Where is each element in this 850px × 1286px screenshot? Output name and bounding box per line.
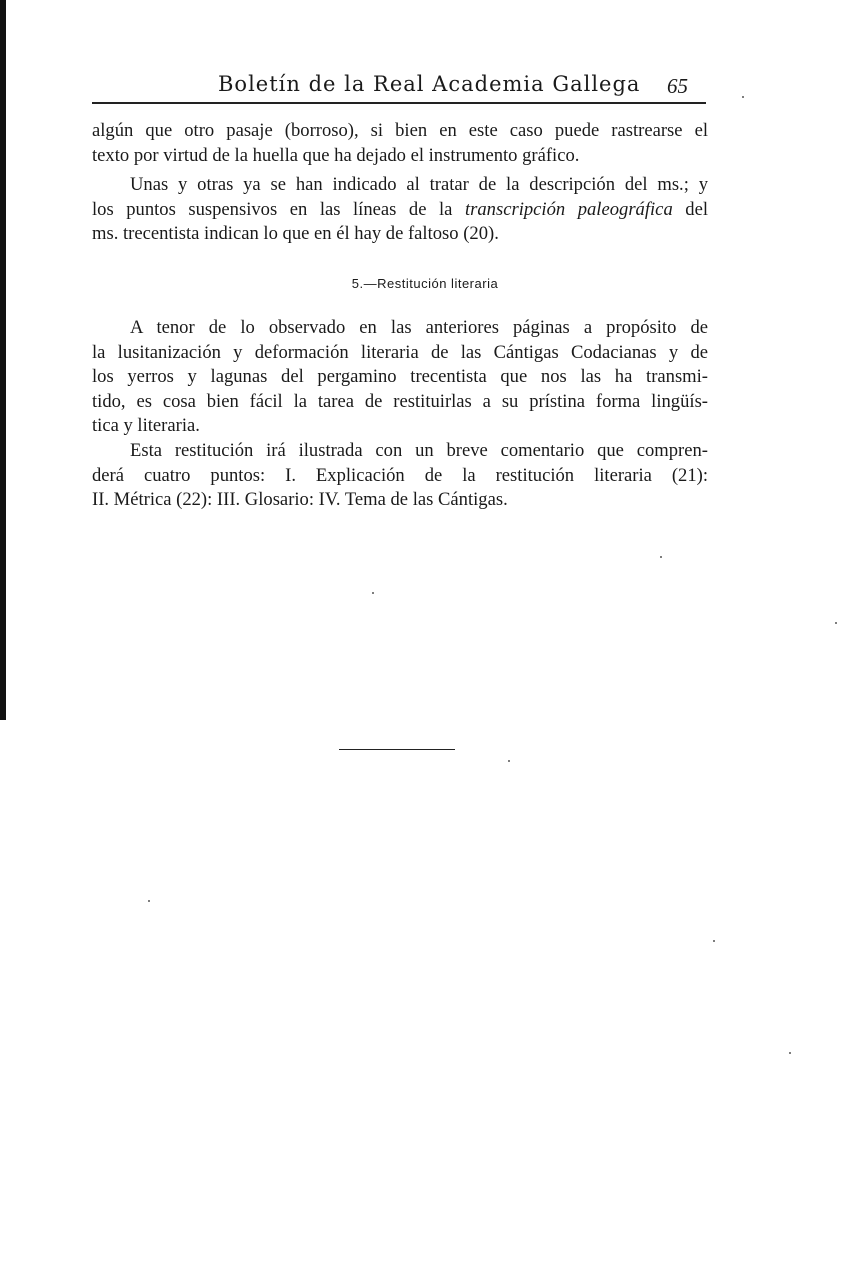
scan-speck bbox=[789, 1052, 791, 1054]
text-line: Unas y otras ya se han indicado al tratar de la descripción del ms.; y bbox=[130, 174, 708, 195]
scan-edge-shadow bbox=[0, 0, 6, 720]
text-segment: del bbox=[685, 198, 708, 220]
scan-speck bbox=[508, 760, 510, 762]
scan-speck bbox=[742, 96, 744, 98]
page-number: 65 bbox=[667, 74, 688, 98]
text-line: Esta restitución irá ilustrada con un breve comentario que compren- bbox=[130, 440, 708, 461]
text-line: tido, es cosa bien fácil la tarea de restituirlas a su prístina forma lingüís- bbox=[92, 390, 708, 412]
italic-phrase: transcripción paleográfica bbox=[464, 198, 673, 220]
paragraph-continuation bbox=[92, 119, 708, 168]
end-rule bbox=[339, 749, 455, 750]
text-line: texto por virtud de la huella que ha dejado el instrumento gráfico. bbox=[92, 144, 580, 166]
scan-speck bbox=[372, 592, 374, 594]
section-heading: 5.—Restitución literaria bbox=[351, 276, 499, 291]
scan-speck bbox=[713, 940, 715, 942]
scan-speck bbox=[835, 622, 837, 624]
paragraph-restitution-intro bbox=[92, 316, 708, 439]
scan-speck bbox=[660, 556, 662, 558]
text-line: los yerros y lagunas del pergamino trecentista que nos las ha transmi- bbox=[92, 366, 708, 387]
paragraph-sigla bbox=[92, 173, 708, 247]
text-line: ms. trecentista indican lo que en él hay de faltoso (20). bbox=[92, 223, 499, 244]
text-line: II. Métrica (22): III. Glosario: IV. Tema de las Cántigas. bbox=[92, 489, 508, 510]
text-line: algún que otro pasaje (borroso), si bien en este caso puede rastrearse el bbox=[92, 120, 708, 141]
text-segment: los puntos suspensivos en las líneas de la bbox=[92, 198, 453, 220]
running-header bbox=[92, 66, 706, 104]
text-line: A tenor de lo observado en las anteriores páginas a propósito de bbox=[130, 317, 708, 338]
paragraph-commentary-plan bbox=[92, 439, 708, 513]
scan-speck bbox=[148, 900, 150, 902]
text-line: tica y literaria. bbox=[92, 415, 200, 436]
text-line: la lusitanización y deformación literaria de las Cántigas Codacianas y de bbox=[92, 341, 708, 363]
text-line: derá cuatro puntos: I. Explicación de la restitución literaria (21): bbox=[92, 464, 708, 486]
text-line-with-italic bbox=[92, 198, 708, 223]
journal-title: Boletín de la Real Academia Gallega bbox=[218, 72, 641, 96]
